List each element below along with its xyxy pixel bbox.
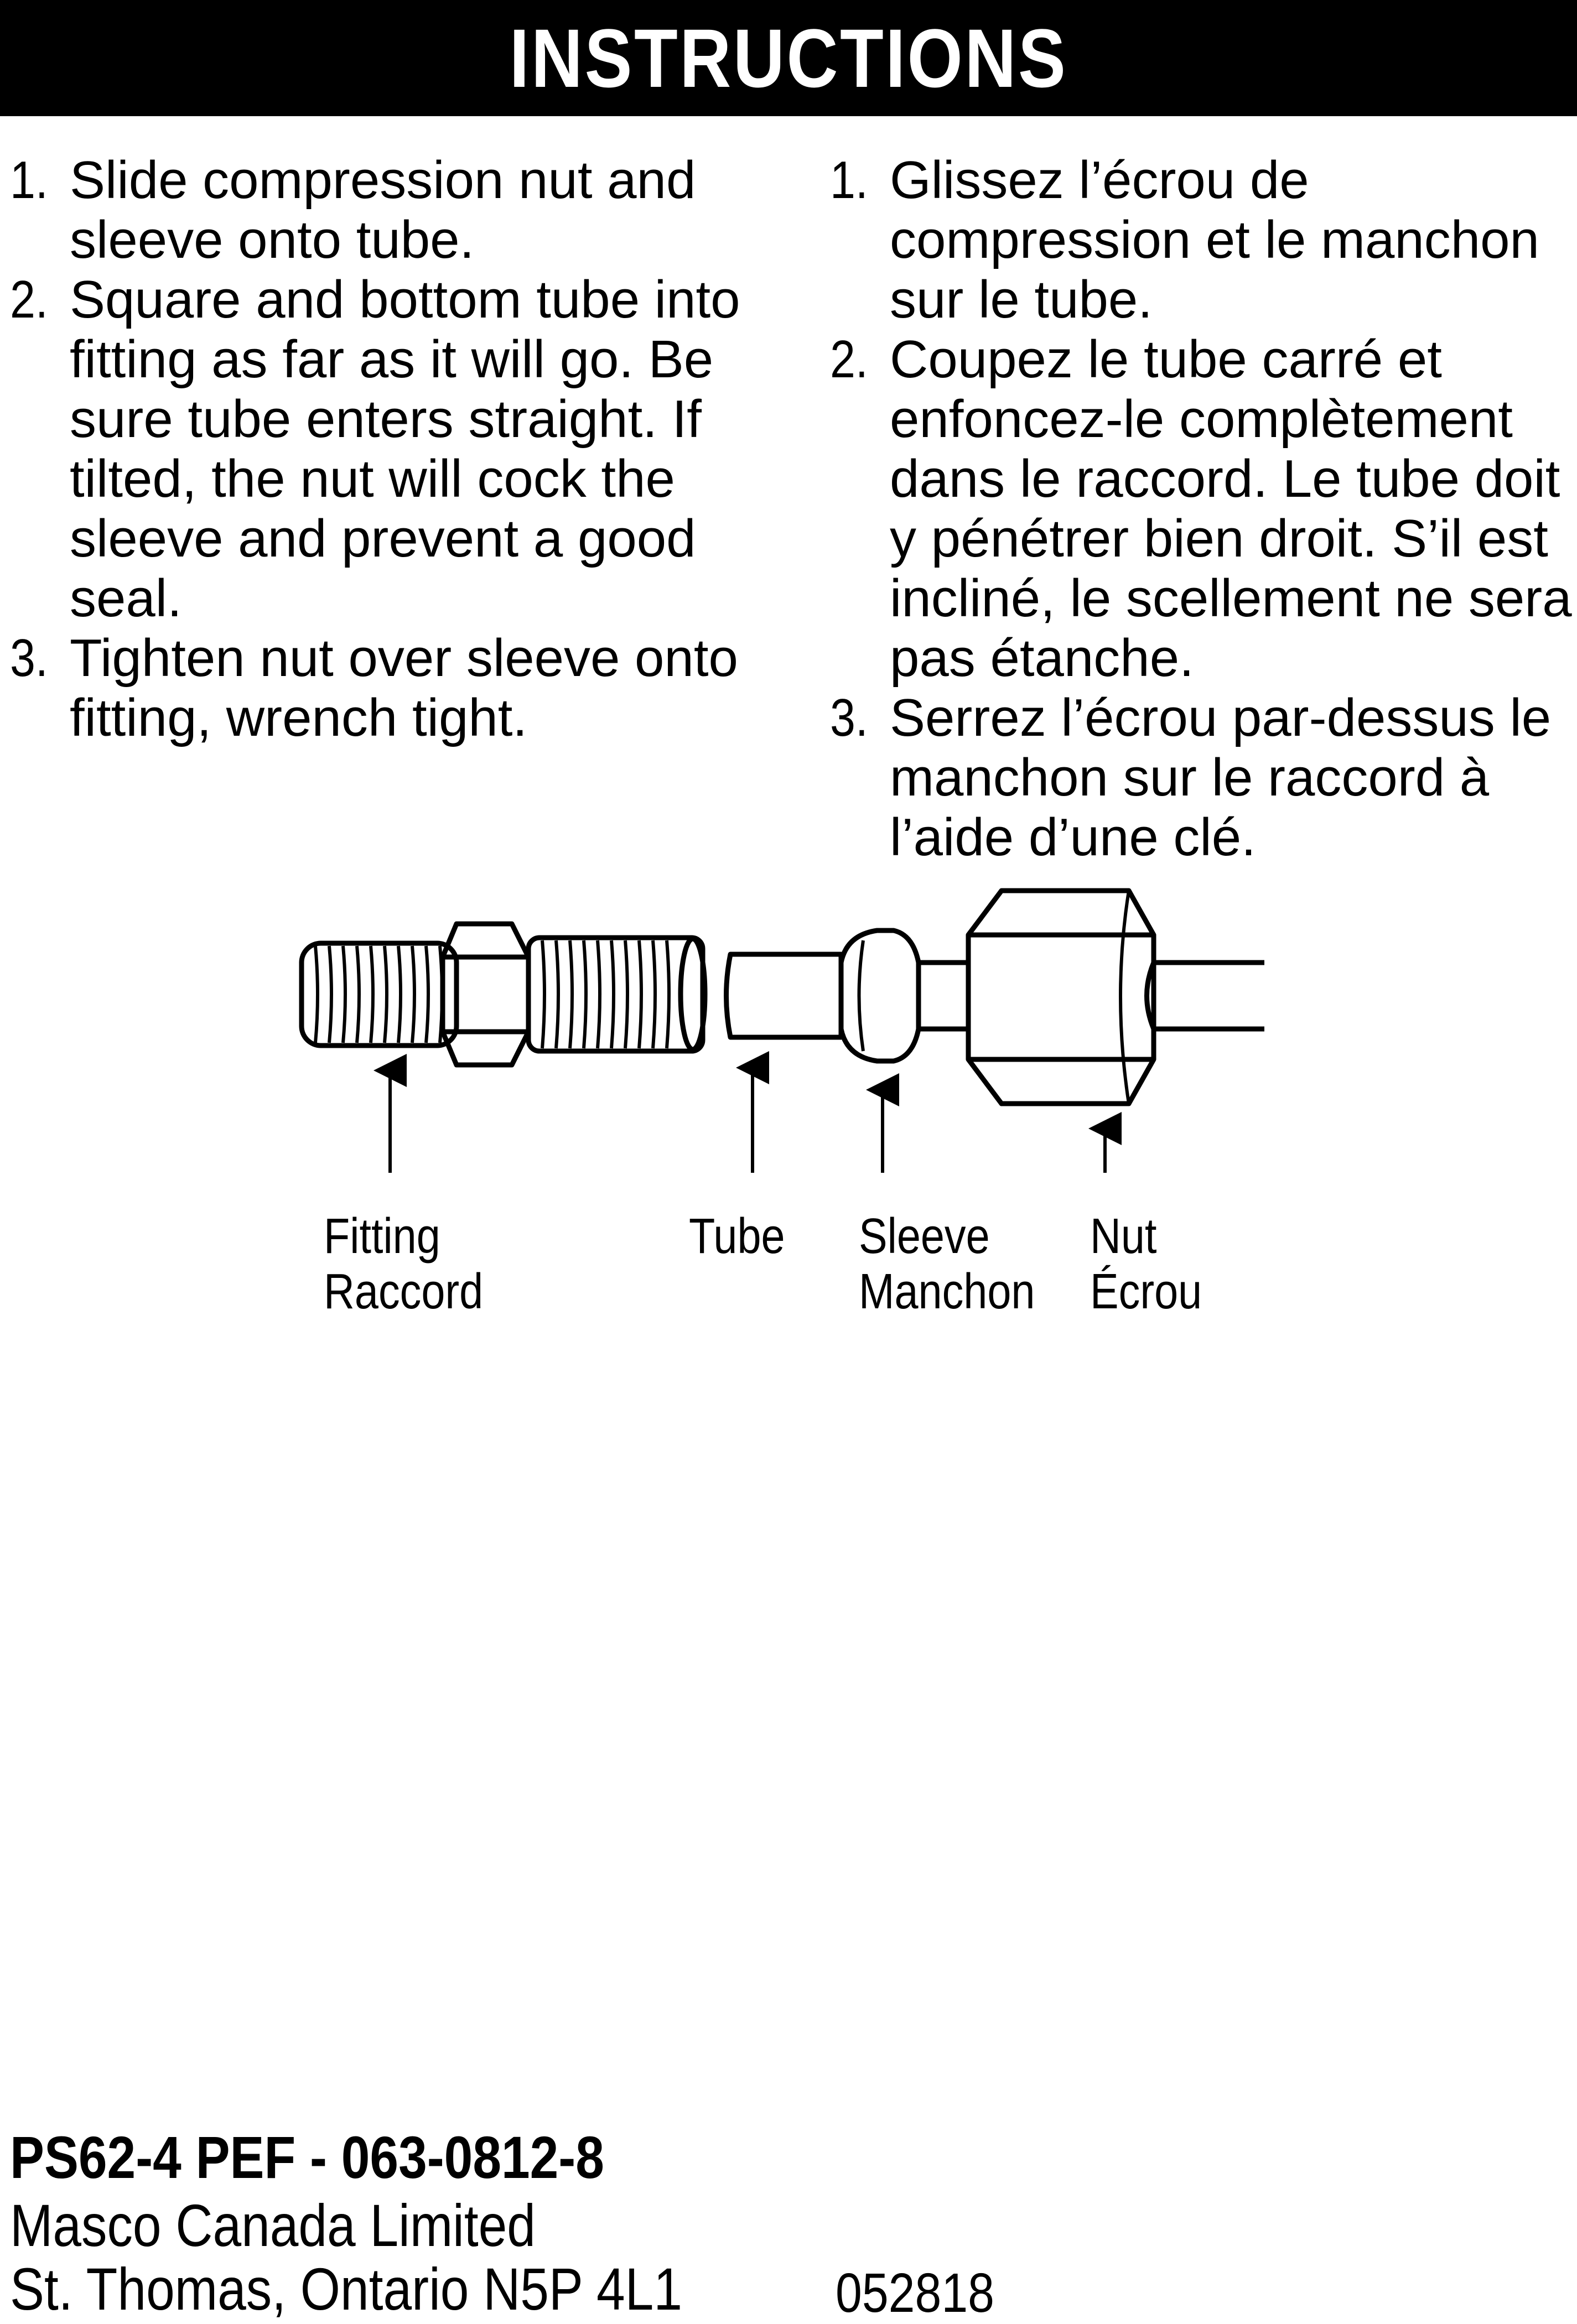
parts-illustration — [277, 885, 1300, 1173]
document-code: 052818 — [836, 2262, 994, 2324]
instruction-step-en-1 — [10, 150, 807, 270]
instruction-step-fr-3 — [830, 688, 1574, 867]
company-address: St. Thomas, Ontario N5P 4L1 — [10, 2255, 682, 2322]
instruction-step-en-3 — [10, 628, 807, 748]
step-number: 3. — [10, 628, 48, 688]
instruction-step-en-2 — [10, 270, 807, 628]
page-title: INSTRUCTIONS — [509, 12, 1068, 105]
step-text: Slide compression nut and sleeve onto tube. — [70, 150, 696, 269]
step-text: Serrez l’écrou par-dessus le manchon sur le raccord à l’aide d’une clé. — [890, 688, 1552, 867]
sleeve-label-fr: Manchon — [859, 1264, 1035, 1319]
sleeve-illustration — [841, 930, 968, 1061]
step-number: 3. — [830, 688, 868, 747]
step-text: Glissez l’écrou de compression et le manchon sur le tube. — [890, 150, 1539, 329]
sleeve-label-en: Sleeve — [859, 1209, 990, 1264]
nut-label-fr: Écrou — [1090, 1264, 1202, 1319]
nut-illustration — [968, 891, 1264, 1104]
part-number: PS62-4 PEF - 063-0812-8 — [10, 2124, 604, 2191]
tube-label: Tube — [689, 1209, 785, 1264]
step-number: 1. — [10, 150, 48, 210]
instructions-french — [830, 150, 1574, 867]
step-text: Coupez le tube carré et enfoncez-le complètement dans le raccord. Le tube doit y pénétrer bien droit. S’il est incliné, le scellement ne sera pas étanche. — [890, 330, 1572, 688]
instructions-english — [10, 150, 807, 748]
step-text: Square and bottom tube into fitting as far as it will go. Be sure tube enters straight. If tilted, the nut will cock the sleeve and prevent a good seal. — [70, 270, 740, 628]
fitting-illustration — [302, 924, 705, 1065]
instruction-step-fr-2 — [830, 330, 1574, 688]
compression-fitting-diagram — [277, 885, 1300, 1319]
step-number: 2. — [10, 270, 48, 329]
nut-label-en: Nut — [1090, 1209, 1157, 1264]
fitting-label-en: Fitting — [324, 1209, 440, 1264]
step-number: 2. — [830, 330, 868, 389]
company-name: Masco Canada Limited — [10, 2192, 536, 2259]
fitting-label-fr: Raccord — [324, 1264, 484, 1319]
instruction-step-fr-1 — [830, 150, 1574, 330]
tube-illustration — [727, 954, 842, 1037]
step-number: 1. — [830, 150, 868, 210]
step-text: Tighten nut over sleeve onto fitting, wrench tight. — [70, 628, 738, 747]
